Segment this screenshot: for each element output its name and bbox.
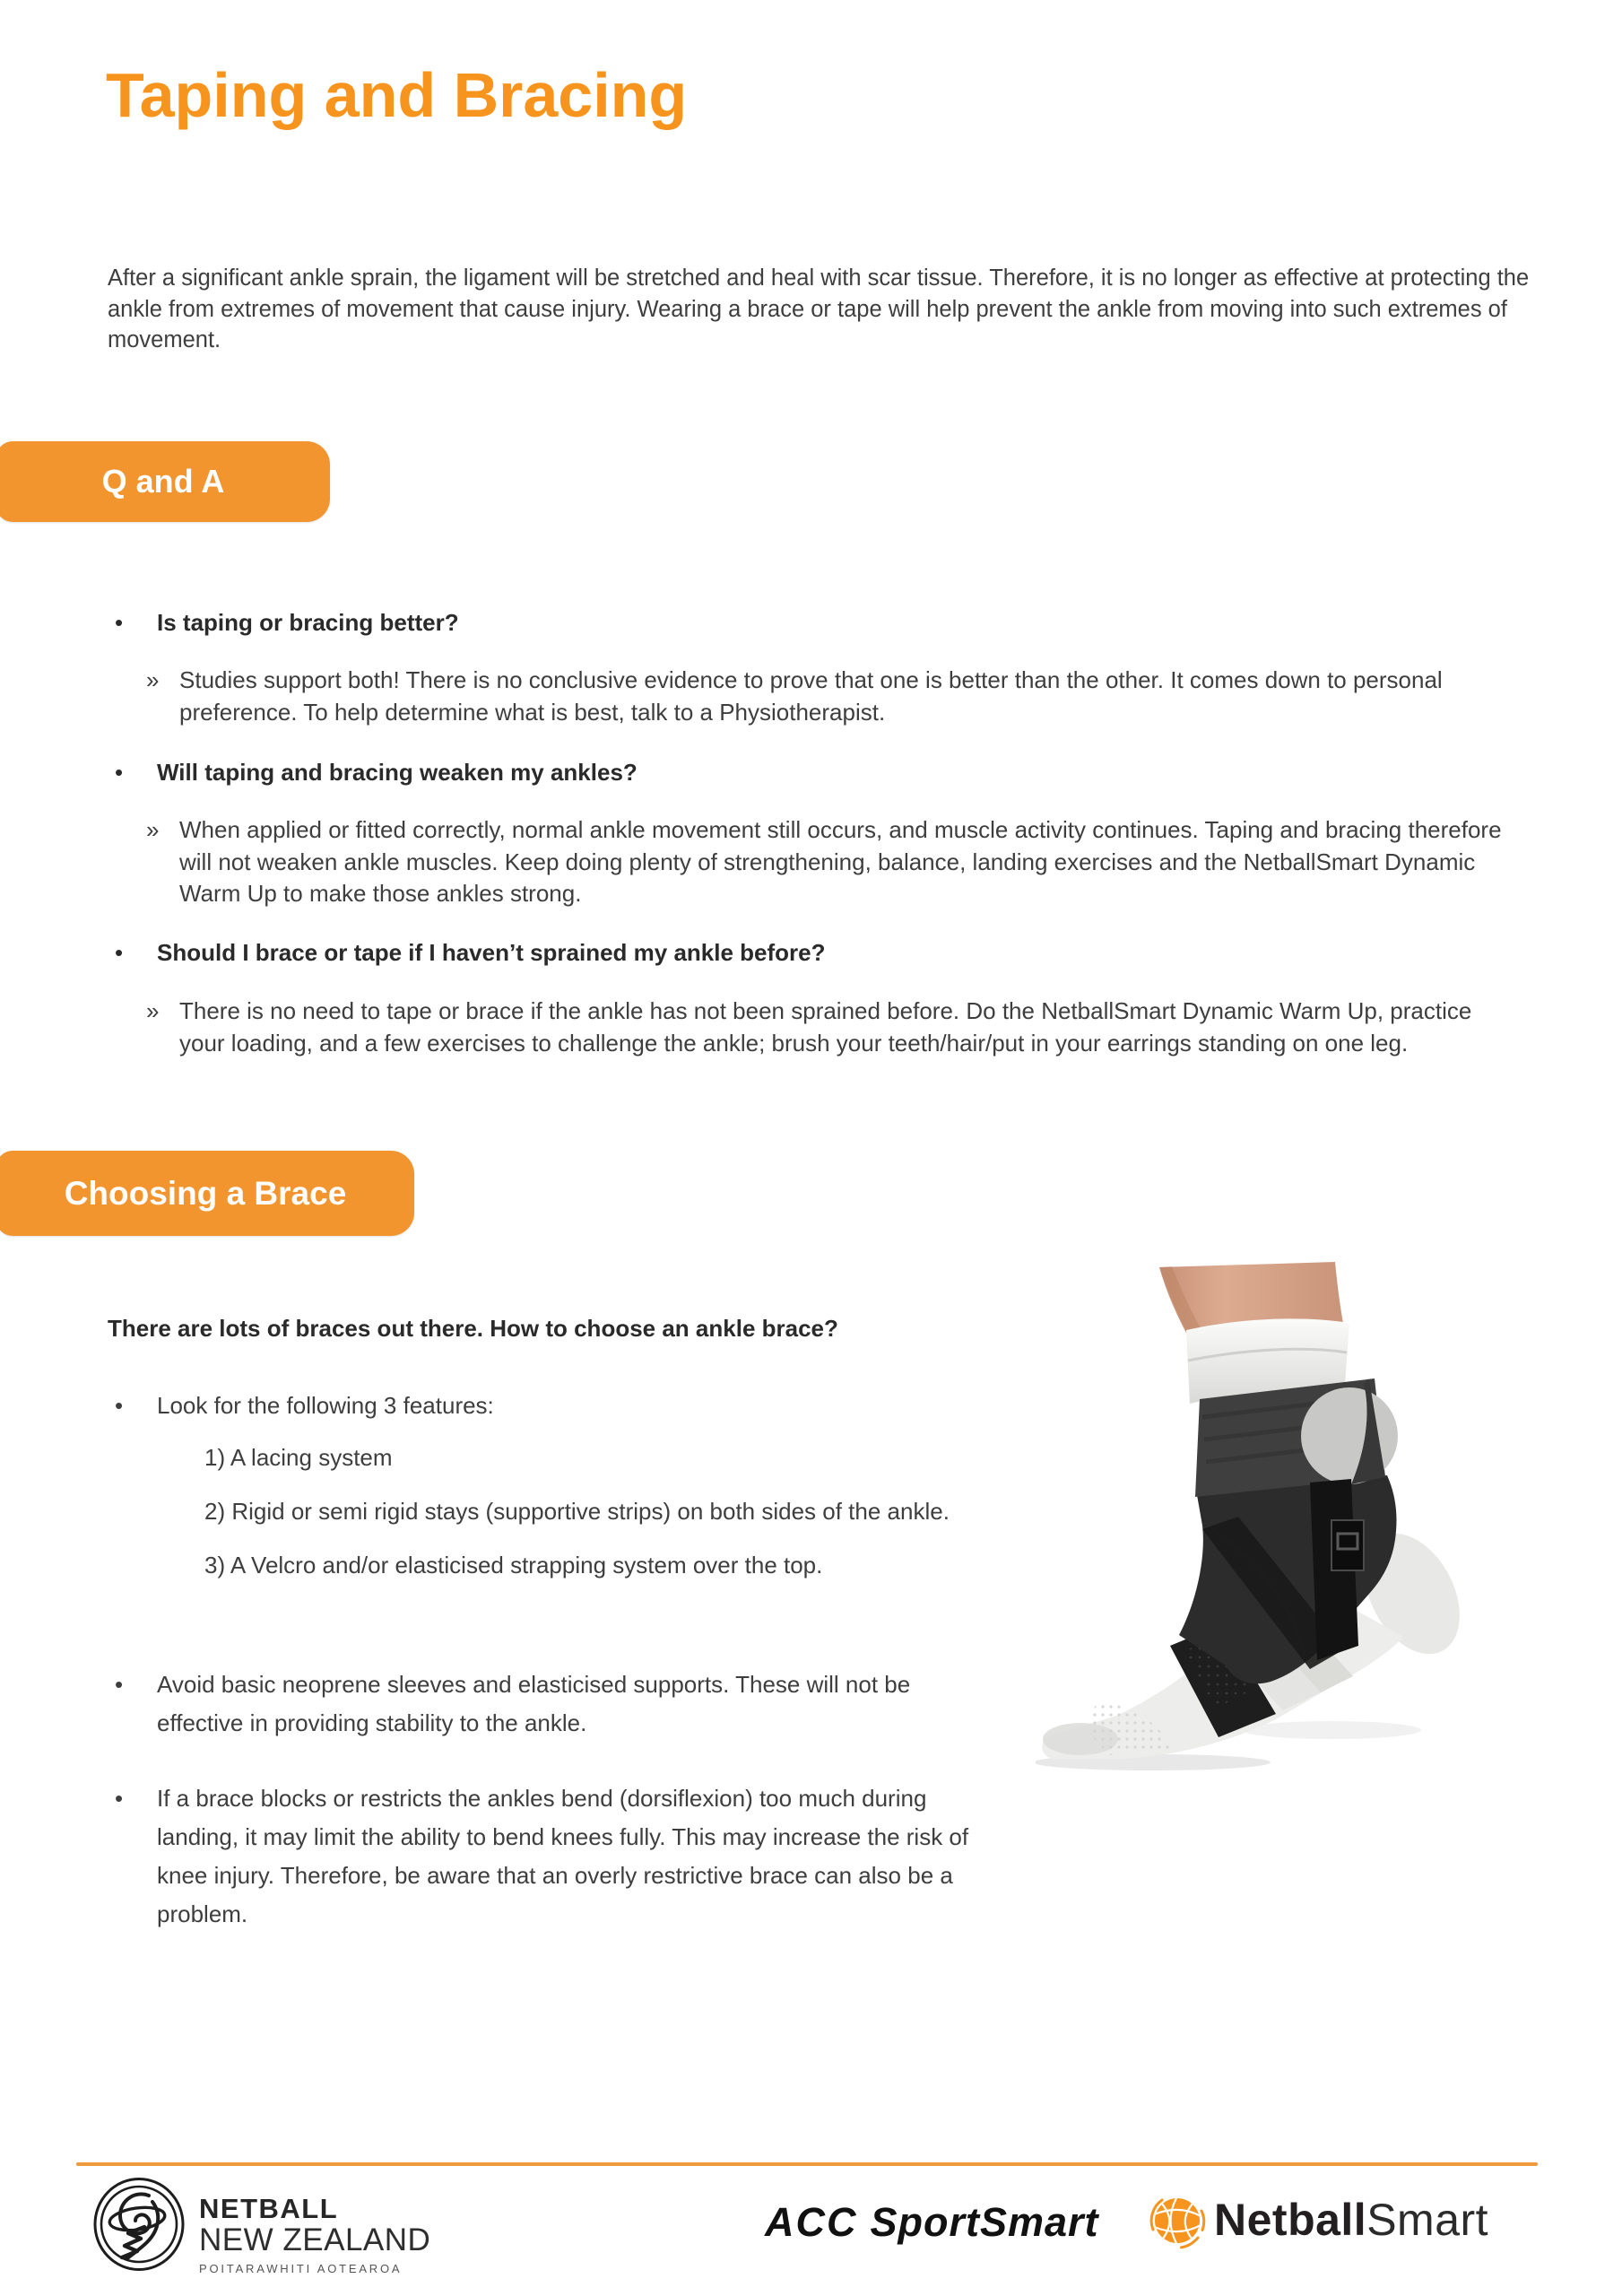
answer-text: There is no need to tape or brace if the ankle has not been sprained before. Do the NetballSmart Dynamic Warm Up, practice your loading, and a few exercises to challenge the ankle; brush your teeth/hair/put in your earrings standing on one leg. bbox=[179, 997, 1472, 1057]
answer-text: Studies support both! There is no conclusive evidence to prove that one is better than the other. It comes down to personal preference. To help determine what is best, talk to a Physiotherapist. bbox=[179, 666, 1443, 726]
intro-paragraph: After a significant ankle sprain, the ligament will be stretched and heal with scar tissue. Therefore, it is no longer as effective at protecting the ankle from extremes of movement that cause injury. Wearing a brace or tape will help prevent the ankle from moving into such extremes of movement. bbox=[108, 265, 1530, 352]
ankle-brace-illustration bbox=[1036, 1260, 1466, 1776]
bullet-icon: • bbox=[115, 1392, 124, 1419]
netball-nz-emblem-icon bbox=[92, 2178, 186, 2271]
bullet-icon: • bbox=[115, 1671, 124, 1698]
netball-nz-wordmark bbox=[199, 2194, 430, 2275]
ankle-brace-photo bbox=[1036, 1260, 1466, 1776]
feature-item-1: 1) A lacing system bbox=[204, 1444, 393, 1471]
feature-item-2: 2) Rigid or semi rigid stays (supportive strips) on both sides of the ankle. bbox=[204, 1498, 950, 1525]
bullet-icon: • bbox=[115, 759, 124, 786]
question-text: Should I brace or tape if I haven’t sprained my ankle before? bbox=[157, 939, 826, 966]
sportsmart-label: SportSmart bbox=[870, 2199, 1099, 2245]
smart-label: Smart bbox=[1366, 2195, 1489, 2245]
sub-bullet-icon: » bbox=[146, 666, 160, 693]
advice-text: If a brace blocks or restricts the ankles bend (dorsiflexion) too much during landing, it may limit the ability to bend knees fully. This may increase the risk of knee injury. Therefore, be aware that an overly restrictive brace can also be a problem. bbox=[157, 1785, 969, 1927]
qa-question-2 bbox=[115, 756, 638, 788]
netball-ball-icon bbox=[1148, 2192, 1207, 2251]
question-text: Will taping and bracing weaken my ankles? bbox=[157, 759, 638, 786]
advice-text: Avoid basic neoprene sleeves and elasticised supports. These will not be effective in providing stability to the ankle. bbox=[157, 1671, 911, 1736]
acc-label: ACC bbox=[765, 2199, 858, 2245]
features-list bbox=[204, 1438, 1029, 1599]
acc-sportsmart-logo bbox=[765, 2199, 1099, 2246]
qa-question-3 bbox=[115, 936, 826, 969]
nnz-line3: POITARAWHITI AOTEAROA bbox=[199, 2262, 403, 2275]
badge-label: Q and A bbox=[101, 463, 225, 500]
features-intro-text: Look for the following 3 features: bbox=[157, 1392, 494, 1419]
features-intro-bullet bbox=[115, 1389, 494, 1422]
advice-bullet-2 bbox=[115, 1779, 991, 1934]
bullet-icon: • bbox=[115, 939, 124, 966]
qa-question-1 bbox=[115, 606, 459, 639]
sub-bullet-icon: » bbox=[146, 997, 160, 1024]
section-badge-choosing-a-brace bbox=[0, 1151, 414, 1236]
qa-answer-3 bbox=[146, 996, 1515, 1059]
feature-item-3: 3) A Velcro and/or elasticised strapping system over the top. bbox=[204, 1552, 823, 1578]
bullet-icon: • bbox=[115, 1785, 124, 1812]
page-title: Taping and Bracing bbox=[106, 60, 688, 130]
badge-label: Choosing a Brace bbox=[64, 1174, 347, 1212]
advice-bullet-1 bbox=[115, 1665, 991, 1743]
bullet-icon: • bbox=[115, 609, 124, 636]
answer-text: When applied or fitted correctly, normal ankle movement still occurs, and muscle activity continues. Taping and bracing therefore will not weaken ankle muscles. Keep doing plenty of strengthening, balance, landing exercises and the NetballSmart Dynamic Warm Up to make those ankles strong. bbox=[179, 816, 1502, 907]
qa-answer-1 bbox=[146, 665, 1515, 728]
nnz-line2: NEW ZEALAND bbox=[199, 2222, 431, 2257]
sub-bullet-icon: » bbox=[146, 816, 160, 843]
footer-divider bbox=[76, 2162, 1538, 2166]
choosing-heading: There are lots of braces out there. How to choose an ankle brace? bbox=[108, 1315, 838, 1342]
netballsmart-wordmark bbox=[1214, 2192, 1488, 2248]
nnz-line1: NETBALL bbox=[199, 2193, 339, 2224]
netball-label: Netball bbox=[1214, 2195, 1367, 2245]
question-text: Is taping or bracing better? bbox=[157, 609, 459, 636]
section-badge-q-and-a bbox=[0, 441, 330, 522]
qa-answer-2 bbox=[146, 814, 1515, 910]
